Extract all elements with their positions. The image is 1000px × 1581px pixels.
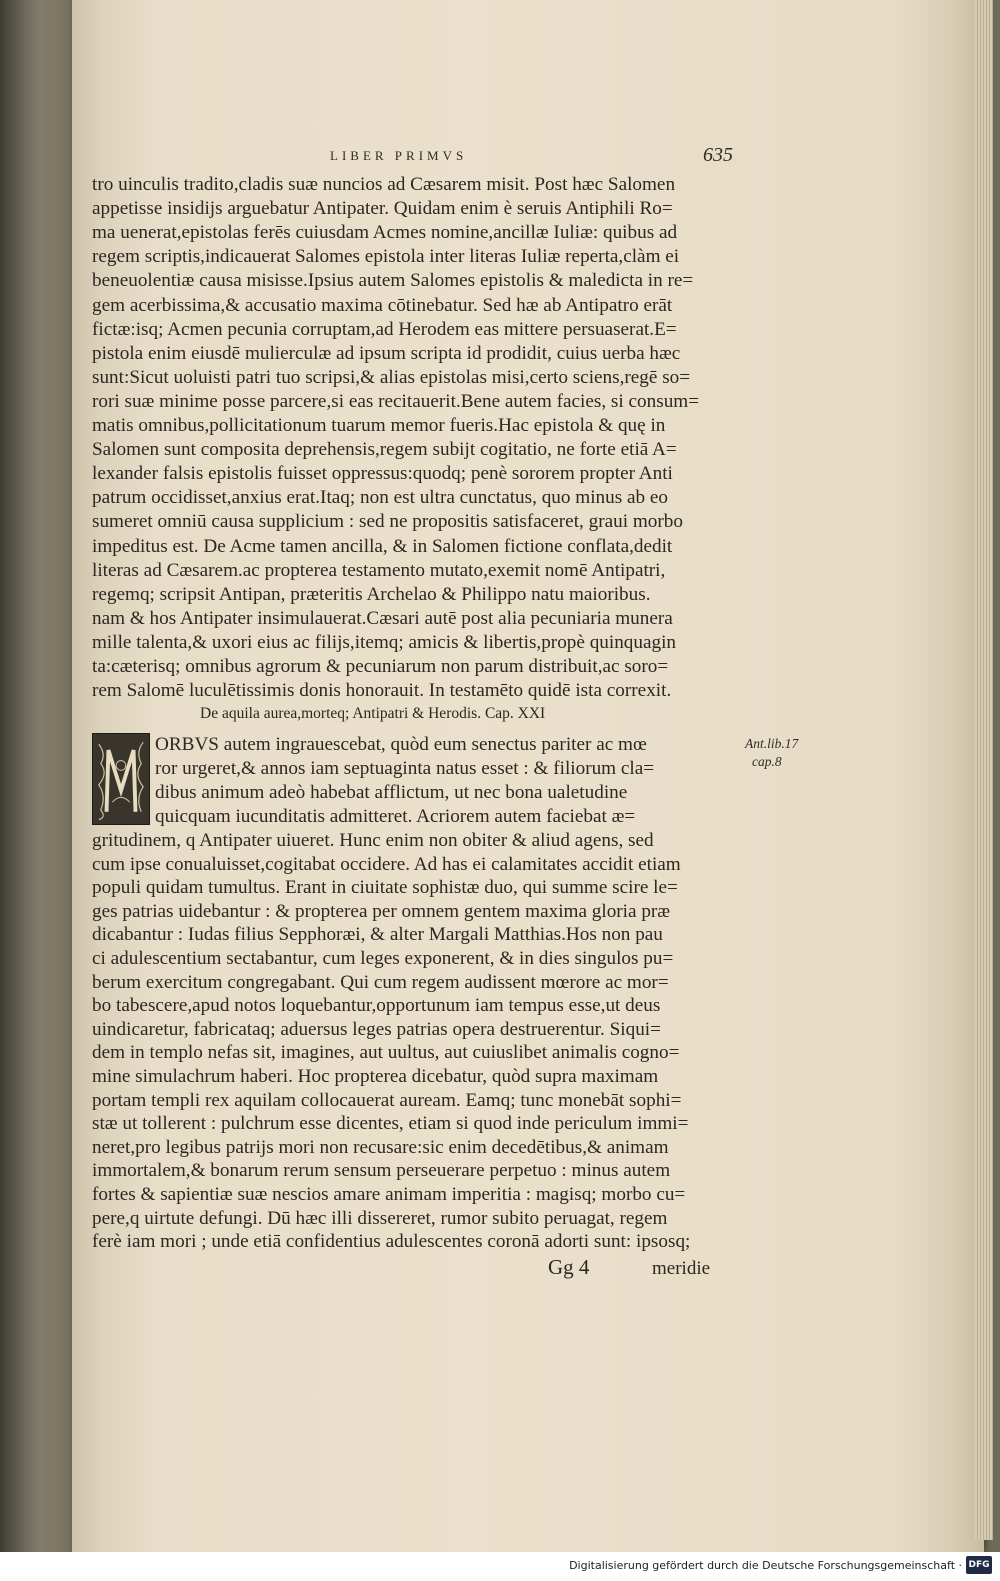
text-line: lexander falsis epistolis fuisset oppressus:quodq; penè sororem propter Anti [92, 463, 673, 485]
text-line: beneuolentiæ causa misisse.Ipsius autem Salomes epistolis & maledicta in re= [92, 270, 694, 292]
text-line: impeditus est. De Acme tamen ancilla, & in Salomen fictione conflata,dedit [92, 535, 673, 557]
running-head: LIBER PRIMVS [330, 148, 468, 163]
decorated-initial-m [92, 733, 150, 825]
text-line: berum exercitum congregabant. Qui cum regem audissent mœrore ac mor= [92, 971, 669, 993]
text-line: gritudinem, q Antipater uiueret. Hunc enim non obiter & aliud agens, sed [92, 830, 654, 851]
text-line: ferè iam mori ; unde etiā confidentius adulescentes coronā adorti sunt: ipsosq; [92, 1231, 691, 1253]
text-line: gem acerbissima,& accusatio maxima cōtinebatur. Sed hæ ab Antipatro erāt [92, 294, 673, 316]
text-line: ORBVS autem ingrauescebat, quòd eum senectus pariter ac mœ [155, 734, 647, 755]
text-line: ta:cæterisq; omnibus agrorum & pecuniarum non parum distribuit,ac soro= [92, 656, 669, 677]
catchword: meridie [652, 1258, 711, 1279]
footer-bar [0, 1552, 1000, 1581]
text-line: ci adulescentium sectabantur, cum leges exponerent, & in dies singulos pu= [92, 948, 674, 969]
text-line: populi quidam tumultus. Erant in ciuitate sophistæ duo, qui summe scire le= [92, 877, 678, 899]
text-line: matis omnibus,pollicitationum tuarum memor fueris.Hac epistola & quę in [92, 415, 666, 436]
text-line: uindicaretur, fabricataq; aduersus leges patrias opera destruerentur. Siqui= [92, 1018, 661, 1040]
text-line: ges patrias uidebantur : & propterea per omnem gentem maxima gloria præ [92, 900, 671, 922]
text-line: bo tabescere,apud notos loquebantur,opportunum iam tempus esse,ut deus [92, 995, 661, 1017]
text-line: dibus animum adeò habebat afflictum, ut nec bona ualetudine [155, 782, 628, 803]
text-line: immortalem,& bonarum rerum sensum perseuerare perpetuo : minus autem [92, 1160, 671, 1182]
text-line: fictæ:isq; Acmen pecunia corruptam,ad Herodem eas mittere persuaserat.E= [92, 318, 677, 340]
digitization-credit: Digitalisierung gefördert durch die Deutsche Forschungsgemeinschaft · [569, 1559, 962, 1572]
text-line: dem in templo nefas sit, imagines, aut uultus, aut cuiuslibet animalis cogno= [92, 1042, 680, 1064]
text-line: sumeret omniū causa supplicium : sed ne propositis satisfaceret, graui morbo [92, 511, 683, 533]
marginal-note-line-2: cap.8 [752, 754, 782, 769]
text-line: Salomen sunt composita deprehensis,regem subijt cogitatio, ne forte etiā A= [92, 439, 677, 461]
text-line: pere,q uirtute defungi. Dū hæc illi dissereret, rumor subito peruagat, regem [92, 1207, 668, 1229]
page-edges [975, 0, 993, 1540]
text-line: mine simulachrum haberi. Hoc propterea dicebatur, quòd supra maximam [92, 1066, 659, 1087]
text-line: neret,pro legibus patrijs mori non recusare:sic enim decedētibus,& animam [92, 1136, 669, 1158]
text-line: fortes & sapientiæ suæ nescios amare animam imperitia : magisq; morbo cu= [92, 1184, 686, 1205]
decorated-initial-icon [93, 734, 149, 824]
text-line: ma uenerat,epistolas ferēs cuiusdam Acmes nomine,ancillæ Iuliæ: quibus ad [92, 222, 678, 244]
dfg-logo-icon: DFG [966, 1556, 992, 1574]
text-line: rori suæ minime posse parcere,si eas recitauerit.Bene autem facies, si consum= [92, 390, 700, 412]
text-line: nam & hos Antipater insimulauerat.Cæsari autē post alia pecuniaria munera [92, 607, 673, 629]
text-line: appetisse insidijs arguebatur Antipater. Quidam enim è seruis Antiphili Ro= [92, 198, 673, 220]
marginal-note-line-1: Ant.lib.17 [745, 736, 799, 751]
text-line: ror urgeret,& annos iam septuaginta natus esset : & filiorum cla= [155, 758, 655, 779]
text-line: mille talenta,& uxori eius ac filijs,itemq; amicis & libertis,propè quinquagin [92, 631, 677, 653]
signature-mark: Gg 4 [548, 1255, 590, 1279]
text-line: cum ipse conualuisset,cogitabat occidere. Ad has ei calamitates accidit etiam [92, 853, 681, 875]
text-line: pistola enim eiusdē mulierculæ ad ipsum scripta id prodidit, cuius uerba hæc [92, 342, 681, 364]
text-line: stæ ut tollerent : pulchrum esse dicentes, etiam si quod inde periculum immi= [92, 1113, 689, 1135]
page-number: 635 [703, 144, 733, 166]
text-line: rem Salomē luculētissimis donis honorauit. In testamēto quidē ista correxit. [92, 680, 672, 702]
text-line: patrum occidisset,anxius erat.Itaq; non est ultra cunctatus, quo minus ab eo [92, 487, 669, 509]
text-line: tro uinculis tradito,cladis suæ nuncios ad Cæsarem misit. Post hæc Salomen [92, 174, 676, 195]
text-line: regem scriptis,indicauerat Salomes epistola inter literas Iuliæ reperta,clàm ei [92, 246, 680, 268]
text-line: sunt:Sicut uoluisti patri tuo scripsi,& alias epistolas misi,certo sciens,regē so= [92, 366, 691, 388]
text-line: regemq; scripsit Antipan, præteritis Archelao & Philippo natu maioribus. [92, 583, 651, 605]
text-line: portam templi rex aquilam collocauerat auream. Eamq; tunc monebāt sophi= [92, 1089, 682, 1111]
chapter-heading: De aquila aurea,morteq; Antipatri & Herodis. Cap. XXI [200, 705, 546, 722]
text-line: quicquam iucunditatis admitteret. Acriorem autem faciebat æ= [155, 806, 636, 827]
text-line: dicabantur : Iudas filius Sepphoræi, & alter Margali Matthias.Hos non pau [92, 924, 663, 946]
text-line: literas ad Cæsarem.ac propterea testamento mutato,exemit nomē Antipatri, [92, 559, 666, 581]
